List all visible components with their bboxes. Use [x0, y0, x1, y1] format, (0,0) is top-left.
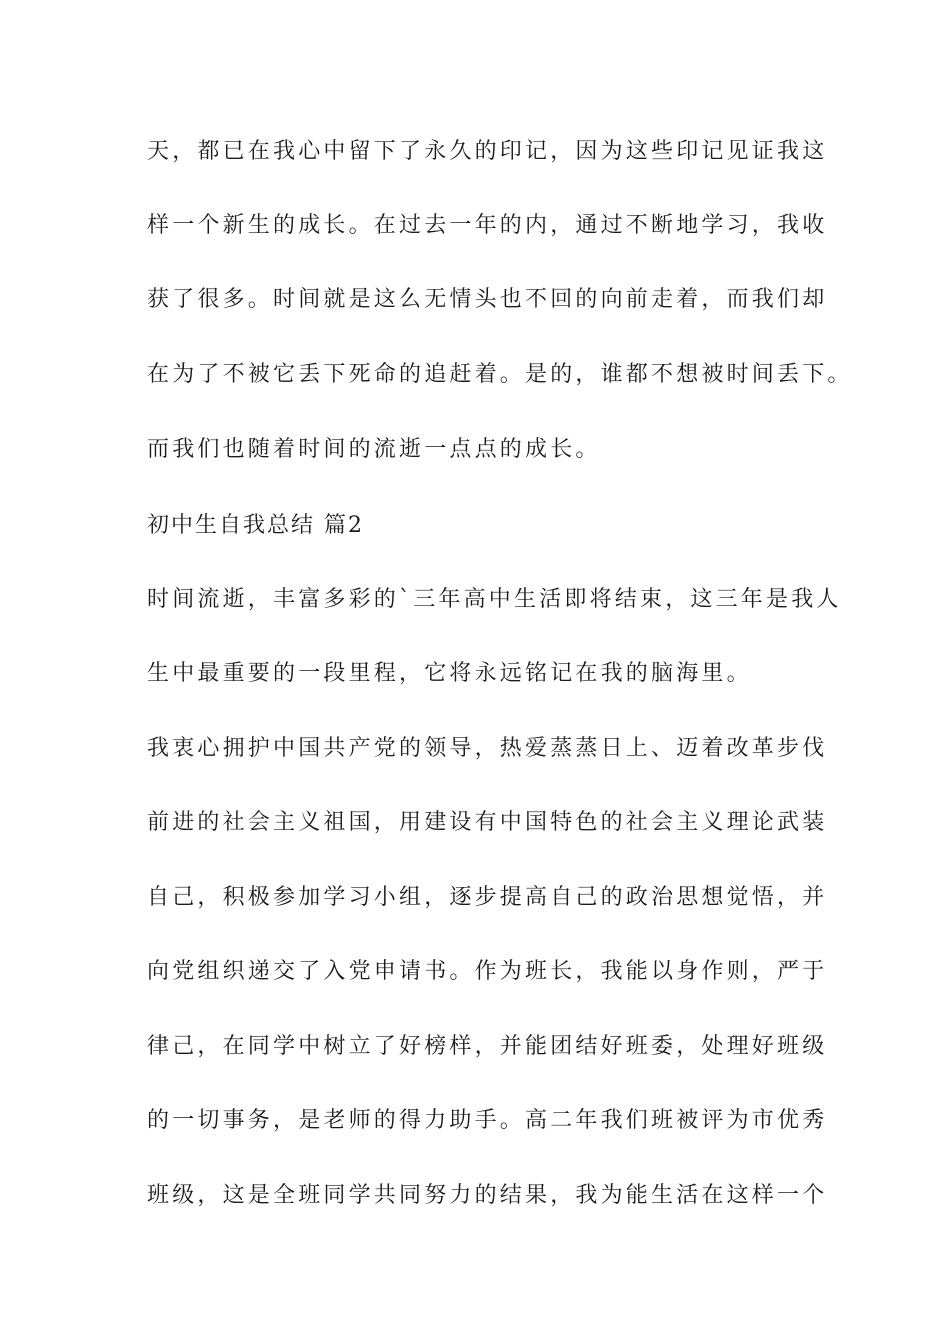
paragraph-1-line-1: 天，都已在我心中留下了永久的印记，因为这些印记见证我这 [147, 139, 828, 164]
paragraph-3-line-7: 班级，这是全班同学共同努力的结果，我为能生活在这样一个 [147, 1183, 828, 1208]
paragraph-2-line-1: 时间流逝，丰富多彩的`三年高中生活即将结束，这三年是我人 [147, 587, 842, 612]
paragraph-1-line-3: 获了很多。时间就是这么无情头也不回的向前走着，而我们却 [147, 287, 828, 312]
paragraph-3-line-5: 律己，在同学中树立了好榜样，并能团结好班委，处理好班级 [147, 1034, 828, 1059]
paragraph-3-line-4: 向党组织递交了入党申请书。作为班长，我能以身作则，严于 [147, 959, 828, 984]
paragraph-1-line-4: 在为了不被它丢下死命的追赶着。是的，谁都不想被时间丢下。 [147, 362, 853, 387]
section-heading: 初中生自我总结 篇2 [147, 513, 364, 538]
paragraph-2-line-2: 生中最重要的一段里程，它将永远铭记在我的脑海里。 [147, 661, 752, 686]
paragraph-3-line-2: 前进的社会主义祖国，用建设有中国特色的社会主义理论武装 [147, 810, 828, 835]
paragraph-3-line-3: 自己，积极参加学习小组，逐步提高自己的政治思想觉悟，并 [147, 885, 828, 910]
paragraph-3-line-6: 的一切事务，是老师的得力助手。高二年我们班被评为市优秀 [147, 1108, 828, 1133]
paragraph-1-line-2: 样一个新生的成长。在过去一年的内，通过不断地学习，我收 [147, 213, 828, 238]
paragraph-1-line-5: 而我们也随着时间的流逝一点点的成长。 [147, 437, 601, 462]
paragraph-3-line-1: 我衷心拥护中国共产党的领导，热爱蒸蒸日上、迈着改革步伐 [147, 736, 828, 761]
